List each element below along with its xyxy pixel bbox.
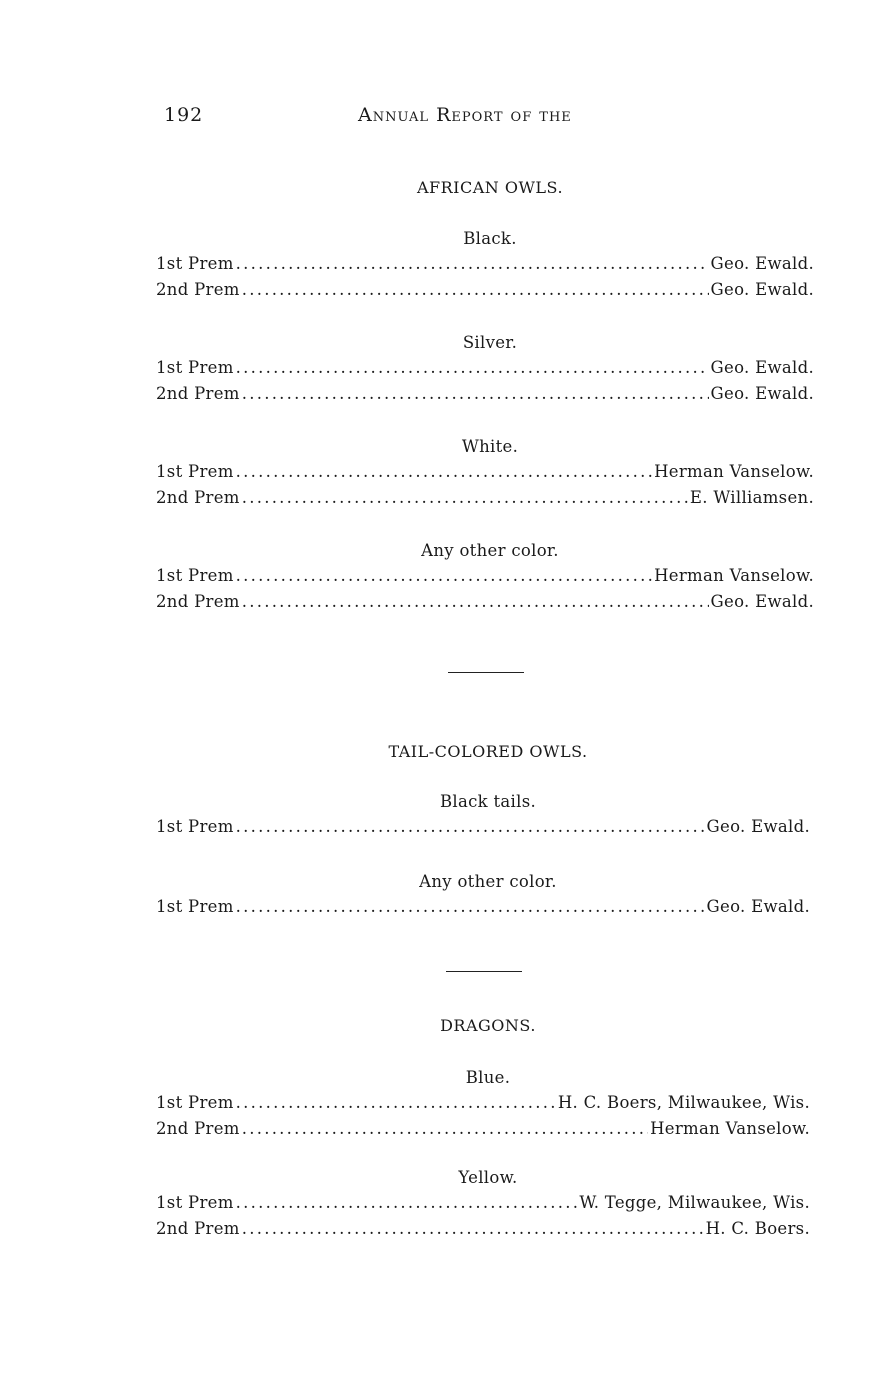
section-title: TAIL-COLORED OWLS. bbox=[388, 742, 588, 761]
premium-rank: 1st Prem bbox=[156, 1193, 234, 1212]
premium-winner: W. Tegge, Milwaukee, Wis. bbox=[579, 1193, 810, 1212]
group-title: White. bbox=[461, 437, 519, 456]
dot-leader bbox=[242, 485, 688, 511]
premium-entry bbox=[156, 563, 814, 589]
premium-entry bbox=[156, 1116, 810, 1142]
running-title: Annual Report of the bbox=[358, 104, 572, 126]
premium-rank: 2nd Prem bbox=[156, 1219, 240, 1238]
section-african-owls bbox=[156, 176, 814, 615]
premium-winner: Geo. Ewald. bbox=[710, 280, 814, 299]
premium-winner: Geo. Ewald. bbox=[710, 254, 814, 273]
group-title: Any other color. bbox=[419, 872, 557, 891]
premium-entry bbox=[156, 251, 814, 277]
group-title: Black tails. bbox=[439, 792, 537, 811]
section-dragons bbox=[156, 1014, 810, 1242]
premium-rank: 2nd Prem bbox=[156, 384, 240, 403]
premium-winner: Herman Vanselow. bbox=[654, 462, 814, 481]
premium-entry bbox=[156, 894, 810, 920]
dot-leader bbox=[242, 1116, 648, 1142]
section-divider bbox=[448, 672, 524, 673]
group-title: Yellow. bbox=[458, 1168, 518, 1187]
premium-entry bbox=[156, 1216, 810, 1242]
premium-winner: H. C. Boers, Milwaukee, Wis. bbox=[557, 1093, 810, 1112]
premium-rank: 2nd Prem bbox=[156, 280, 240, 299]
dot-leader bbox=[236, 459, 652, 485]
premium-rank: 1st Prem bbox=[156, 566, 234, 585]
running-head bbox=[164, 104, 824, 128]
premium-rank: 2nd Prem bbox=[156, 1119, 240, 1138]
premium-rank: 1st Prem bbox=[156, 1093, 234, 1112]
premium-rank: 1st Prem bbox=[156, 817, 234, 836]
dot-leader bbox=[236, 1190, 578, 1216]
premium-rank: 2nd Prem bbox=[156, 488, 240, 507]
group-black-tails bbox=[156, 790, 810, 840]
premium-winner: Geo. Ewald. bbox=[710, 384, 814, 403]
premium-entry bbox=[156, 589, 814, 615]
premium-entry bbox=[156, 459, 814, 485]
premium-entry bbox=[156, 277, 814, 303]
premium-entry bbox=[156, 814, 810, 840]
premium-rank: 1st Prem bbox=[156, 358, 234, 377]
group-yellow bbox=[156, 1166, 810, 1242]
premium-entry bbox=[156, 1190, 810, 1216]
premium-winner: E. Williamsen. bbox=[689, 488, 814, 507]
premium-rank: 1st Prem bbox=[156, 897, 234, 916]
section-divider bbox=[446, 971, 522, 972]
premium-winner: Geo. Ewald. bbox=[710, 358, 814, 377]
section-title: DRAGONS. bbox=[440, 1016, 536, 1035]
premium-entry bbox=[156, 355, 814, 381]
premium-winner: H. C. Boers. bbox=[705, 1219, 810, 1238]
premium-rank: 1st Prem bbox=[156, 462, 234, 481]
dot-leader bbox=[242, 381, 709, 407]
premium-winner: Geo. Ewald. bbox=[710, 592, 814, 611]
dot-leader bbox=[236, 563, 652, 589]
group-title: Silver. bbox=[462, 333, 518, 352]
group-any-other-color bbox=[156, 870, 810, 920]
premium-winner: Geo. Ewald. bbox=[706, 817, 810, 836]
premium-entry bbox=[156, 1090, 810, 1116]
group-title: Blue. bbox=[465, 1068, 511, 1087]
premium-winner: Herman Vanselow. bbox=[650, 1119, 810, 1138]
group-blue bbox=[156, 1066, 810, 1142]
group-white bbox=[156, 435, 814, 511]
dot-leader bbox=[236, 1090, 556, 1116]
premium-rank: 2nd Prem bbox=[156, 592, 240, 611]
dot-leader bbox=[236, 814, 705, 840]
premium-entry bbox=[156, 381, 814, 407]
dot-leader bbox=[236, 894, 705, 920]
premium-winner: Geo. Ewald. bbox=[706, 897, 810, 916]
page-number: 192 bbox=[164, 104, 204, 126]
premium-winner: Herman Vanselow. bbox=[654, 566, 814, 585]
premium-rank: 1st Prem bbox=[156, 254, 234, 273]
section-title: AFRICAN OWLS. bbox=[416, 178, 564, 197]
dot-leader bbox=[242, 589, 709, 615]
group-black bbox=[156, 227, 814, 303]
group-any-other-color bbox=[156, 539, 814, 615]
dot-leader bbox=[236, 355, 709, 381]
group-title: Any other color. bbox=[421, 541, 559, 560]
dot-leader bbox=[236, 251, 709, 277]
premium-entry bbox=[156, 485, 814, 511]
dot-leader bbox=[242, 277, 709, 303]
group-title: Black. bbox=[463, 229, 517, 248]
group-silver bbox=[156, 331, 814, 407]
dot-leader bbox=[242, 1216, 704, 1242]
section-tail-colored-owls bbox=[156, 740, 810, 920]
